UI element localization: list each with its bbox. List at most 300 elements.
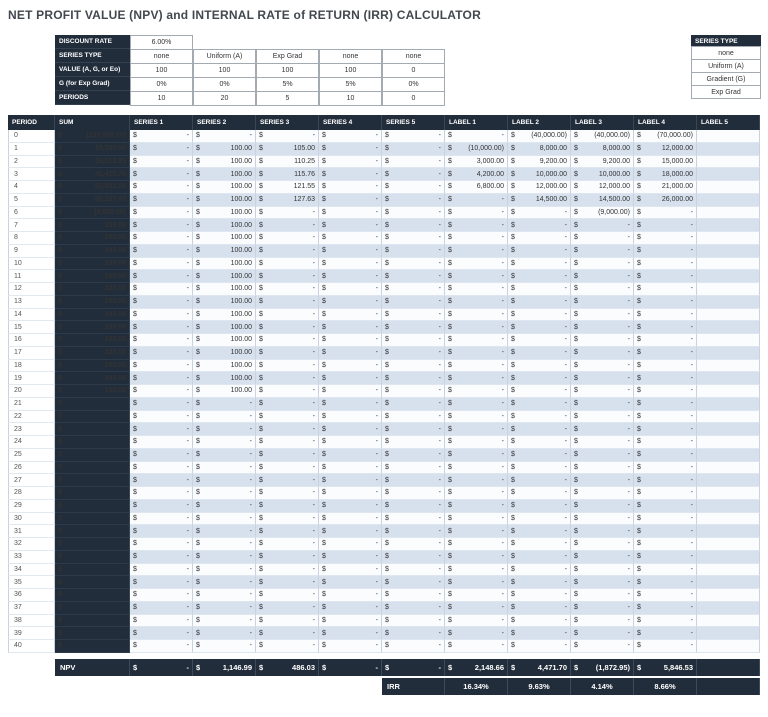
series-type-option[interactable]: Uniform (A): [691, 59, 761, 73]
series-cell[interactable]: [130, 602, 193, 615]
label-cell[interactable]: [571, 143, 634, 156]
series-cell[interactable]: [382, 219, 445, 232]
sum-cell[interactable]: [55, 372, 130, 385]
label-cell[interactable]: [508, 360, 571, 373]
label-cell[interactable]: [445, 283, 508, 296]
series-cell[interactable]: [382, 283, 445, 296]
label-cell[interactable]: [697, 130, 760, 143]
period-cell[interactable]: 26: [8, 462, 55, 475]
label-cell[interactable]: [697, 525, 760, 538]
series-cell[interactable]: [130, 347, 193, 360]
sum-cell[interactable]: [55, 270, 130, 283]
sum-cell[interactable]: [55, 245, 130, 258]
label-cell[interactable]: [697, 283, 760, 296]
label-cell[interactable]: [697, 551, 760, 564]
label-cell[interactable]: [697, 296, 760, 309]
period-cell[interactable]: 29: [8, 500, 55, 513]
series-cell[interactable]: [130, 538, 193, 551]
sum-cell[interactable]: [55, 436, 130, 449]
series-cell[interactable]: [193, 474, 256, 487]
param-value-cell[interactable]: 0%: [193, 77, 256, 92]
label-cell[interactable]: [508, 640, 571, 653]
label-cell[interactable]: [634, 321, 697, 334]
period-cell[interactable]: 20: [8, 385, 55, 398]
series-cell[interactable]: [382, 487, 445, 500]
sum-cell[interactable]: [55, 398, 130, 411]
sum-cell[interactable]: [55, 500, 130, 513]
label-cell[interactable]: [508, 449, 571, 462]
series-cell[interactable]: [382, 245, 445, 258]
series-cell[interactable]: [256, 602, 319, 615]
label-cell[interactable]: [697, 627, 760, 640]
series-cell[interactable]: [382, 372, 445, 385]
param-value-cell[interactable]: 0%: [382, 77, 445, 92]
label-cell[interactable]: [445, 411, 508, 424]
label-cell[interactable]: [571, 525, 634, 538]
period-cell[interactable]: 12: [8, 283, 55, 296]
sum-cell[interactable]: [55, 576, 130, 589]
series-cell[interactable]: [256, 232, 319, 245]
param-value-cell[interactable]: 0: [382, 63, 445, 78]
label-cell[interactable]: [508, 296, 571, 309]
label-cell[interactable]: [508, 207, 571, 220]
label-cell[interactable]: [697, 360, 760, 373]
series-cell[interactable]: [256, 156, 319, 169]
series-cell[interactable]: [256, 513, 319, 526]
label-cell[interactable]: [634, 449, 697, 462]
series-cell[interactable]: [130, 219, 193, 232]
label-cell[interactable]: [445, 360, 508, 373]
series-cell[interactable]: [382, 538, 445, 551]
period-cell[interactable]: 19: [8, 372, 55, 385]
series-cell[interactable]: [130, 487, 193, 500]
label-cell[interactable]: [697, 270, 760, 283]
param-value-cell[interactable]: none: [130, 49, 193, 64]
period-cell[interactable]: 2: [8, 156, 55, 169]
sum-cell[interactable]: [55, 538, 130, 551]
label-cell[interactable]: [697, 487, 760, 500]
label-cell[interactable]: [508, 232, 571, 245]
label-cell[interactable]: [445, 538, 508, 551]
label-cell[interactable]: [445, 513, 508, 526]
series-cell[interactable]: [256, 436, 319, 449]
series-cell[interactable]: [193, 270, 256, 283]
series-cell[interactable]: [382, 207, 445, 220]
period-cell[interactable]: 7: [8, 219, 55, 232]
period-cell[interactable]: 31: [8, 525, 55, 538]
series-cell[interactable]: [319, 360, 382, 373]
label-cell[interactable]: [634, 385, 697, 398]
series-cell[interactable]: [193, 207, 256, 220]
label-cell[interactable]: [445, 194, 508, 207]
series-cell[interactable]: [319, 347, 382, 360]
series-cell[interactable]: [382, 474, 445, 487]
label-cell[interactable]: [697, 321, 760, 334]
series-cell[interactable]: [319, 423, 382, 436]
series-cell[interactable]: [193, 232, 256, 245]
series-cell[interactable]: [382, 411, 445, 424]
label-cell[interactable]: [508, 411, 571, 424]
series-cell[interactable]: [319, 245, 382, 258]
series-cell[interactable]: [319, 321, 382, 334]
sum-cell[interactable]: [55, 449, 130, 462]
irr-value-cell[interactable]: 16.34%: [445, 678, 508, 695]
label-cell[interactable]: [634, 551, 697, 564]
label-cell[interactable]: [634, 181, 697, 194]
series-cell[interactable]: [382, 551, 445, 564]
label-cell[interactable]: [634, 513, 697, 526]
period-cell[interactable]: 13: [8, 296, 55, 309]
param-value-cell[interactable]: 0: [382, 91, 445, 106]
series-cell[interactable]: [193, 411, 256, 424]
label-cell[interactable]: [697, 564, 760, 577]
param-value-cell[interactable]: 20: [193, 91, 256, 106]
series-cell[interactable]: [130, 525, 193, 538]
label-cell[interactable]: [445, 462, 508, 475]
series-cell[interactable]: [193, 487, 256, 500]
label-cell[interactable]: [445, 615, 508, 628]
irr-value-cell[interactable]: 4.14%: [571, 678, 634, 695]
series-cell[interactable]: [193, 283, 256, 296]
series-cell[interactable]: [319, 309, 382, 322]
label-cell[interactable]: [445, 245, 508, 258]
series-cell[interactable]: [256, 627, 319, 640]
label-cell[interactable]: [508, 194, 571, 207]
series-cell[interactable]: [193, 627, 256, 640]
label-cell[interactable]: [445, 487, 508, 500]
series-cell[interactable]: [193, 640, 256, 653]
series-cell[interactable]: [256, 245, 319, 258]
label-cell[interactable]: [697, 576, 760, 589]
series-cell[interactable]: [193, 513, 256, 526]
label-cell[interactable]: [508, 564, 571, 577]
npv-value-cell[interactable]: [319, 659, 382, 676]
label-cell[interactable]: [445, 258, 508, 271]
series-cell[interactable]: [130, 296, 193, 309]
series-cell[interactable]: [130, 156, 193, 169]
series-cell[interactable]: [256, 283, 319, 296]
label-cell[interactable]: [508, 474, 571, 487]
label-cell[interactable]: [697, 219, 760, 232]
series-cell[interactable]: [193, 576, 256, 589]
series-cell[interactable]: [130, 551, 193, 564]
series-cell[interactable]: [256, 296, 319, 309]
series-cell[interactable]: [382, 143, 445, 156]
series-cell[interactable]: [319, 462, 382, 475]
series-cell[interactable]: [130, 283, 193, 296]
label-cell[interactable]: [634, 168, 697, 181]
npv-value-cell[interactable]: [634, 659, 697, 676]
sum-cell[interactable]: [55, 168, 130, 181]
label-cell[interactable]: [697, 347, 760, 360]
label-cell[interactable]: [697, 615, 760, 628]
label-cell[interactable]: [634, 360, 697, 373]
series-cell[interactable]: [319, 283, 382, 296]
sum-cell[interactable]: [55, 487, 130, 500]
label-cell[interactable]: [508, 219, 571, 232]
series-cell[interactable]: [130, 398, 193, 411]
series-type-option[interactable]: Gradient (G): [691, 72, 761, 86]
label-cell[interactable]: [634, 258, 697, 271]
sum-cell[interactable]: [55, 207, 130, 220]
label-cell[interactable]: [508, 283, 571, 296]
period-cell[interactable]: 9: [8, 245, 55, 258]
label-cell[interactable]: [571, 589, 634, 602]
sum-cell[interactable]: [55, 640, 130, 653]
series-cell[interactable]: [382, 270, 445, 283]
series-cell[interactable]: [193, 423, 256, 436]
sum-cell[interactable]: [55, 309, 130, 322]
npv-value-cell[interactable]: [508, 659, 571, 676]
npv-value-cell[interactable]: [256, 659, 319, 676]
label-cell[interactable]: [445, 398, 508, 411]
series-cell[interactable]: [130, 385, 193, 398]
series-cell[interactable]: [382, 398, 445, 411]
label-cell[interactable]: [634, 283, 697, 296]
label-cell[interactable]: [445, 270, 508, 283]
series-cell[interactable]: [130, 576, 193, 589]
label-cell[interactable]: [697, 462, 760, 475]
series-cell[interactable]: [319, 398, 382, 411]
period-cell[interactable]: 39: [8, 627, 55, 640]
sum-cell[interactable]: [55, 589, 130, 602]
series-cell[interactable]: [193, 360, 256, 373]
series-cell[interactable]: [130, 436, 193, 449]
label-cell[interactable]: [634, 423, 697, 436]
label-cell[interactable]: [571, 602, 634, 615]
series-cell[interactable]: [193, 194, 256, 207]
series-cell[interactable]: [193, 551, 256, 564]
label-cell[interactable]: [445, 525, 508, 538]
series-cell[interactable]: [319, 270, 382, 283]
label-cell[interactable]: [571, 436, 634, 449]
series-cell[interactable]: [382, 194, 445, 207]
label-cell[interactable]: [697, 156, 760, 169]
series-cell[interactable]: [382, 296, 445, 309]
period-cell[interactable]: 10: [8, 258, 55, 271]
series-cell[interactable]: [193, 181, 256, 194]
sum-cell[interactable]: [55, 334, 130, 347]
label-cell[interactable]: [445, 474, 508, 487]
series-cell[interactable]: [256, 538, 319, 551]
sum-cell[interactable]: [55, 219, 130, 232]
series-cell[interactable]: [193, 500, 256, 513]
label-cell[interactable]: [508, 143, 571, 156]
label-cell[interactable]: [697, 168, 760, 181]
label-cell[interactable]: [571, 500, 634, 513]
label-cell[interactable]: [445, 564, 508, 577]
label-cell[interactable]: [508, 334, 571, 347]
npv-value-cell[interactable]: [697, 659, 760, 676]
label-cell[interactable]: [445, 181, 508, 194]
series-cell[interactable]: [193, 462, 256, 475]
period-cell[interactable]: 38: [8, 615, 55, 628]
label-cell[interactable]: [697, 398, 760, 411]
series-cell[interactable]: [319, 627, 382, 640]
series-cell[interactable]: [319, 207, 382, 220]
sum-cell[interactable]: [55, 232, 130, 245]
series-cell[interactable]: [130, 270, 193, 283]
label-cell[interactable]: [697, 309, 760, 322]
series-cell[interactable]: [193, 219, 256, 232]
sum-cell[interactable]: [55, 525, 130, 538]
period-cell[interactable]: 17: [8, 347, 55, 360]
label-cell[interactable]: [571, 321, 634, 334]
label-cell[interactable]: [697, 232, 760, 245]
label-cell[interactable]: [697, 143, 760, 156]
label-cell[interactable]: [508, 627, 571, 640]
label-cell[interactable]: [508, 181, 571, 194]
npv-value-cell[interactable]: [571, 659, 634, 676]
label-cell[interactable]: [697, 207, 760, 220]
series-cell[interactable]: [382, 309, 445, 322]
label-cell[interactable]: [697, 385, 760, 398]
label-cell[interactable]: [634, 576, 697, 589]
series-cell[interactable]: [130, 423, 193, 436]
series-cell[interactable]: [319, 411, 382, 424]
npv-value-cell[interactable]: [130, 659, 193, 676]
series-cell[interactable]: [382, 423, 445, 436]
series-cell[interactable]: [319, 258, 382, 271]
series-cell[interactable]: [382, 168, 445, 181]
sum-cell[interactable]: [55, 615, 130, 628]
label-cell[interactable]: [445, 551, 508, 564]
series-cell[interactable]: [130, 143, 193, 156]
label-cell[interactable]: [445, 602, 508, 615]
series-cell[interactable]: [130, 372, 193, 385]
period-cell[interactable]: 35: [8, 576, 55, 589]
series-cell[interactable]: [256, 385, 319, 398]
series-cell[interactable]: [130, 564, 193, 577]
period-cell[interactable]: 15: [8, 321, 55, 334]
label-cell[interactable]: [697, 602, 760, 615]
series-cell[interactable]: [319, 168, 382, 181]
label-cell[interactable]: [571, 181, 634, 194]
series-cell[interactable]: [130, 615, 193, 628]
label-cell[interactable]: [634, 525, 697, 538]
param-value-cell[interactable]: 5%: [256, 77, 319, 92]
label-cell[interactable]: [571, 449, 634, 462]
label-cell[interactable]: [634, 500, 697, 513]
npv-value-cell[interactable]: [382, 659, 445, 676]
label-cell[interactable]: [571, 487, 634, 500]
irr-value-cell[interactable]: [697, 678, 760, 695]
series-cell[interactable]: [256, 589, 319, 602]
param-value-cell[interactable]: Exp Grad: [256, 49, 319, 64]
series-cell[interactable]: [382, 449, 445, 462]
label-cell[interactable]: [445, 589, 508, 602]
series-cell[interactable]: [319, 564, 382, 577]
series-cell[interactable]: [256, 321, 319, 334]
period-cell[interactable]: 32: [8, 538, 55, 551]
series-cell[interactable]: [319, 474, 382, 487]
label-cell[interactable]: [571, 296, 634, 309]
series-cell[interactable]: [256, 372, 319, 385]
label-cell[interactable]: [634, 207, 697, 220]
series-cell[interactable]: [130, 513, 193, 526]
series-cell[interactable]: [319, 181, 382, 194]
label-cell[interactable]: [697, 181, 760, 194]
period-cell[interactable]: 3: [8, 168, 55, 181]
period-cell[interactable]: 40: [8, 640, 55, 653]
label-cell[interactable]: [445, 449, 508, 462]
sum-cell[interactable]: [55, 156, 130, 169]
series-cell[interactable]: [130, 168, 193, 181]
param-value-cell[interactable]: 10: [319, 91, 382, 106]
label-cell[interactable]: [697, 411, 760, 424]
param-value-cell[interactable]: 100: [319, 63, 382, 78]
series-cell[interactable]: [319, 219, 382, 232]
label-cell[interactable]: [445, 168, 508, 181]
series-cell[interactable]: [256, 334, 319, 347]
label-cell[interactable]: [445, 347, 508, 360]
sum-cell[interactable]: [55, 130, 130, 143]
label-cell[interactable]: [508, 321, 571, 334]
series-cell[interactable]: [130, 245, 193, 258]
label-cell[interactable]: [571, 283, 634, 296]
series-cell[interactable]: [382, 258, 445, 271]
period-cell[interactable]: 21: [8, 398, 55, 411]
label-cell[interactable]: [445, 640, 508, 653]
param-value-cell[interactable]: 0%: [130, 77, 193, 92]
label-cell[interactable]: [571, 245, 634, 258]
label-cell[interactable]: [571, 385, 634, 398]
series-cell[interactable]: [319, 500, 382, 513]
label-cell[interactable]: [697, 423, 760, 436]
npv-value-cell[interactable]: [445, 659, 508, 676]
series-cell[interactable]: [256, 525, 319, 538]
series-cell[interactable]: [319, 194, 382, 207]
series-cell[interactable]: [193, 385, 256, 398]
series-cell[interactable]: [319, 449, 382, 462]
label-cell[interactable]: [634, 615, 697, 628]
label-cell[interactable]: [508, 487, 571, 500]
series-cell[interactable]: [382, 360, 445, 373]
param-value-cell[interactable]: 100: [130, 63, 193, 78]
label-cell[interactable]: [571, 360, 634, 373]
label-cell[interactable]: [445, 321, 508, 334]
series-cell[interactable]: [319, 615, 382, 628]
series-cell[interactable]: [193, 372, 256, 385]
series-cell[interactable]: [193, 615, 256, 628]
label-cell[interactable]: [508, 462, 571, 475]
series-cell[interactable]: [319, 576, 382, 589]
sum-cell[interactable]: [55, 258, 130, 271]
label-cell[interactable]: [571, 270, 634, 283]
label-cell[interactable]: [571, 513, 634, 526]
series-cell[interactable]: [382, 640, 445, 653]
series-cell[interactable]: [256, 398, 319, 411]
param-value-cell[interactable]: 6.00%: [130, 35, 193, 50]
series-cell[interactable]: [382, 525, 445, 538]
irr-value-cell[interactable]: 9.63%: [508, 678, 571, 695]
series-cell[interactable]: [130, 309, 193, 322]
sum-cell[interactable]: [55, 321, 130, 334]
npv-value-cell[interactable]: [193, 659, 256, 676]
series-cell[interactable]: [319, 143, 382, 156]
label-cell[interactable]: [634, 602, 697, 615]
sum-cell[interactable]: [55, 627, 130, 640]
series-cell[interactable]: [130, 589, 193, 602]
period-cell[interactable]: 24: [8, 436, 55, 449]
series-cell[interactable]: [382, 615, 445, 628]
series-cell[interactable]: [193, 602, 256, 615]
sum-cell[interactable]: [55, 551, 130, 564]
label-cell[interactable]: [571, 551, 634, 564]
series-cell[interactable]: [256, 576, 319, 589]
series-cell[interactable]: [256, 500, 319, 513]
label-cell[interactable]: [571, 615, 634, 628]
